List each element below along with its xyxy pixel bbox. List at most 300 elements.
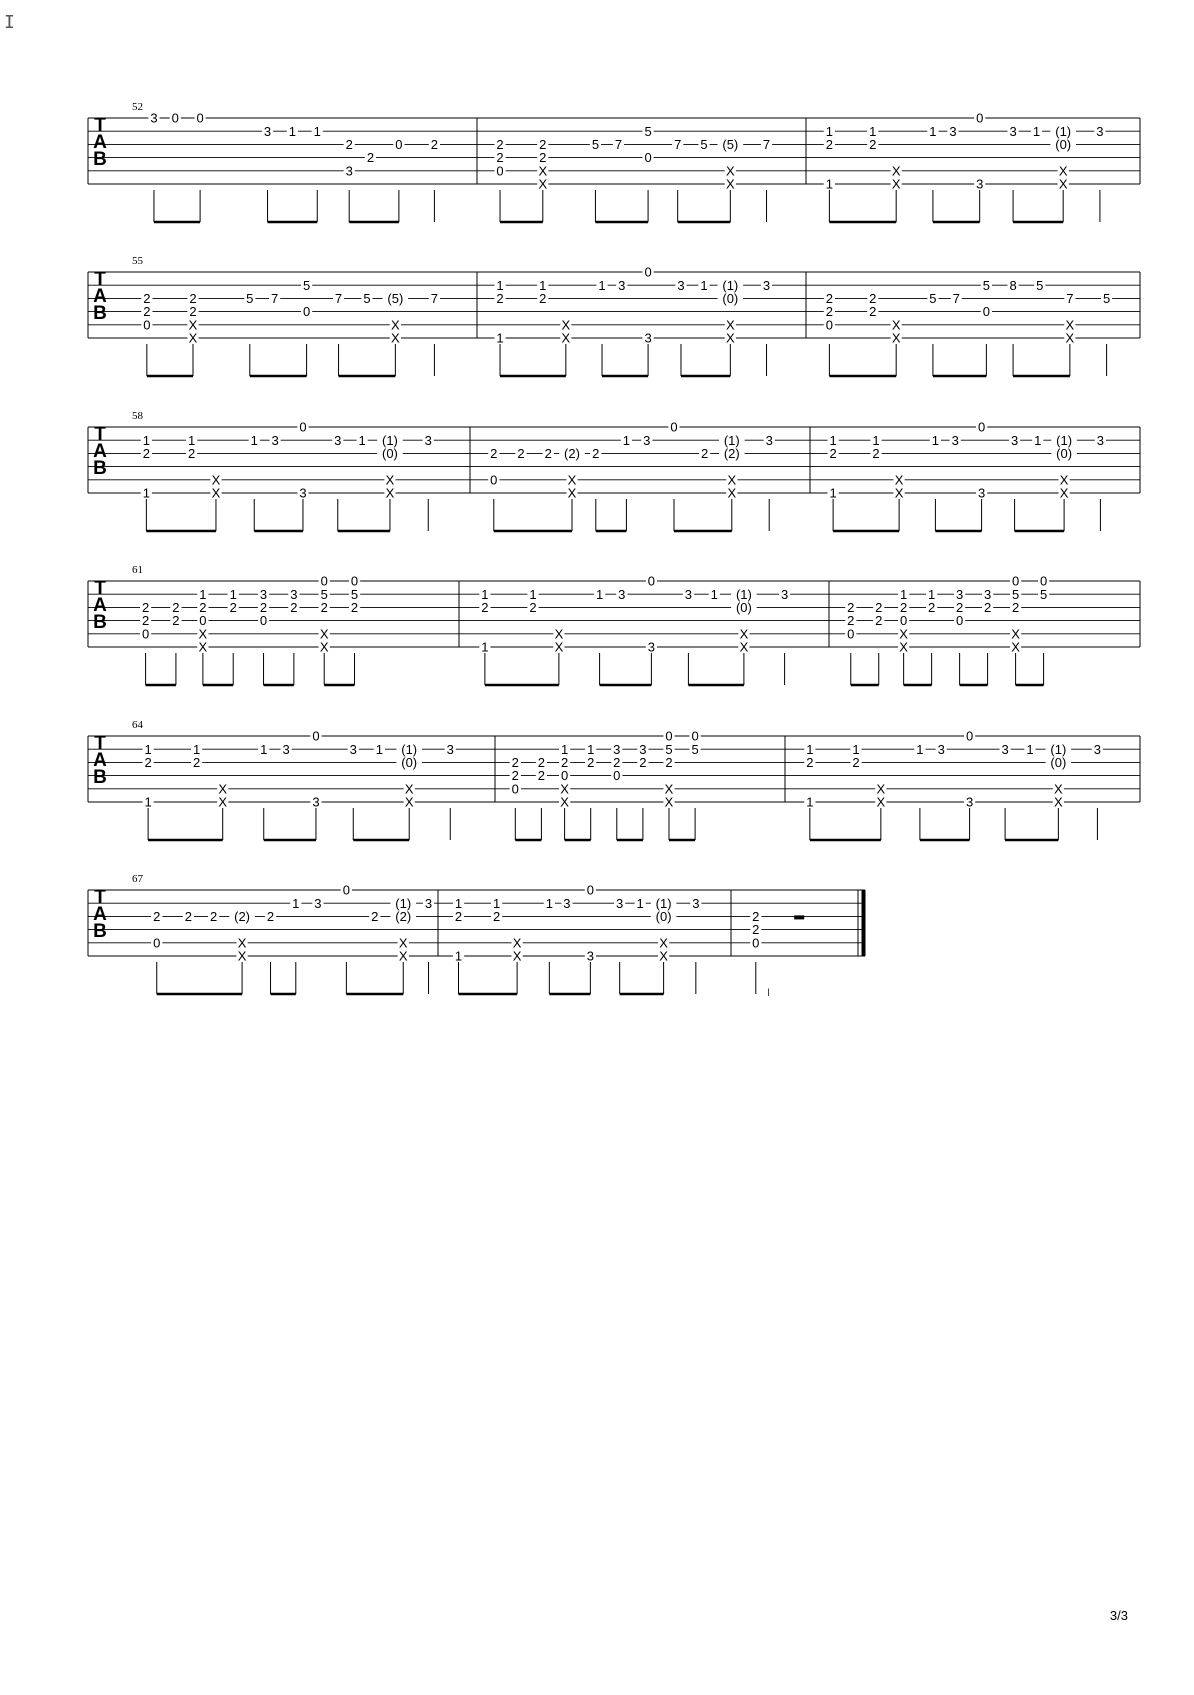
fret-number: 0 (586, 882, 594, 898)
measure-number: 55 (132, 255, 143, 267)
fret-number: 2 (875, 613, 883, 629)
fret-number: 0 (320, 573, 328, 589)
tab-system (88, 719, 1140, 840)
half-rest (794, 915, 804, 919)
fret-number: 5 (691, 741, 699, 757)
measure (845, 574, 1049, 685)
fret-number: 0 (976, 110, 984, 126)
fret-number: 1 (598, 277, 606, 293)
fret-number: 2 (199, 600, 207, 615)
fret-number: (0) (1050, 755, 1067, 770)
fret-number: 5 (1102, 291, 1111, 306)
tab-clef-letter: T (94, 424, 106, 445)
fret-number: 2 (872, 446, 880, 461)
fret-number: 2 (266, 909, 275, 924)
dead-note: X (891, 163, 901, 179)
page-number: 3/3 (1109, 1608, 1128, 1623)
fret-number: 3 (644, 330, 652, 346)
fret-number: 1 (806, 794, 814, 810)
tab-clef-letter: B (93, 149, 107, 170)
fret-number: 3 (334, 432, 342, 448)
fret-number: 2 (956, 600, 964, 615)
fret-number: 0 (342, 882, 350, 898)
fret-number: 3 (937, 741, 945, 757)
fret-number: 2 (430, 137, 439, 152)
fret-number: 2 (511, 768, 519, 784)
fret-number: 3 (949, 123, 957, 139)
fret-number: 2 (141, 600, 150, 615)
fret-number: 1 (825, 176, 833, 192)
dead-note: X (385, 472, 395, 488)
fret-number: 2 (172, 613, 180, 629)
fret-number: (0) (722, 291, 739, 306)
fret-number: 0 (490, 472, 498, 488)
dead-note: X (512, 948, 522, 964)
fret-number: (2) (234, 909, 251, 924)
dead-note: X (1059, 472, 1069, 488)
fret-number: 3 (613, 741, 621, 757)
fret-number: 2 (229, 600, 237, 615)
measure (141, 420, 434, 531)
fret-number: 1 (144, 794, 152, 810)
fret-number: 0 (350, 573, 359, 589)
tab-system (88, 410, 1140, 531)
fret-number: 1 (852, 741, 860, 757)
fret-number: 0 (825, 317, 833, 333)
dead-note: X (398, 948, 408, 964)
fret-number: 2 (928, 600, 936, 615)
dead-note: X (404, 794, 414, 810)
fret-number: (1) (655, 895, 672, 911)
fret-number: 0 (847, 626, 855, 642)
tab-clef-letter: B (93, 458, 107, 479)
fret-number: 1 (587, 741, 595, 757)
measure (453, 883, 702, 994)
fret-number: 2 (700, 446, 709, 461)
fret-number: 5 (1011, 586, 1020, 602)
fret-number: 3 (684, 586, 693, 602)
dead-note: X (899, 639, 908, 655)
dead-note: X (891, 176, 901, 192)
tab-clef-letter: T (94, 887, 106, 908)
dead-note: X (891, 330, 901, 346)
fret-number: 1 (806, 741, 814, 757)
fret-number: 2 (290, 600, 298, 615)
dead-note: X (561, 317, 571, 333)
fret-number: 3 (983, 586, 992, 602)
measure (494, 265, 772, 376)
fret-number: 3 (282, 741, 290, 757)
dead-note: X (554, 626, 564, 642)
tab-system (88, 255, 1140, 376)
measure (148, 111, 440, 222)
dead-note: X (1059, 485, 1069, 501)
fret-number: 3 (1096, 432, 1105, 448)
dead-note: X (876, 781, 886, 797)
fret-number: 7 (1066, 291, 1074, 306)
fret-number: 1 (375, 741, 383, 757)
fret-number: 2 (192, 755, 201, 770)
dead-note: X (725, 176, 735, 192)
fret-number: 2 (481, 600, 489, 615)
fret-number: (0) (401, 755, 418, 770)
dead-note: X (198, 639, 208, 655)
dead-note: X (218, 794, 228, 810)
fret-number: 2 (189, 291, 197, 306)
fret-number: 2 (320, 600, 328, 615)
dead-note: X (659, 935, 668, 951)
tab-clef-letter: T (94, 733, 106, 754)
measure-number: 64 (132, 719, 143, 731)
fret-number: 1 (192, 741, 201, 757)
fret-number: 2 (869, 137, 877, 152)
fret-number: 2 (560, 755, 569, 770)
fret-number: 3 (424, 895, 433, 911)
dead-note: X (727, 472, 737, 488)
dead-note: X (567, 485, 577, 501)
dead-note: X (391, 317, 400, 333)
fret-number: 2 (184, 909, 192, 924)
fret-number: 1 (928, 586, 936, 602)
fret-number: (2) (723, 446, 740, 461)
fret-number: 7 (762, 137, 771, 152)
tab-clef-letter: A (93, 286, 107, 307)
fret-number: 1 (292, 895, 300, 911)
fret-number: (0) (1055, 137, 1072, 152)
fret-number: 2 (983, 600, 992, 615)
fret-number: 0 (312, 728, 320, 744)
dead-note: X (1054, 781, 1063, 797)
dead-note: X (727, 485, 737, 501)
fret-number: (1) (382, 432, 398, 448)
fret-number: 5 (1036, 277, 1044, 293)
fret-number: 3 (1001, 741, 1009, 757)
fret-number: 5 (320, 586, 328, 602)
measure-number: 67 (132, 873, 143, 885)
fret-number: 2 (639, 755, 647, 770)
fret-number: 3 (762, 277, 771, 293)
fret-number: 2 (592, 446, 600, 461)
fret-number: 3 (976, 176, 984, 192)
fret-number: 2 (1011, 600, 1020, 615)
fret-number: 3 (618, 277, 626, 293)
fret-number: 7 (334, 291, 343, 306)
fret-number: 5 (1039, 586, 1048, 602)
tab-clef-letter: A (93, 595, 107, 616)
fret-number: 5 (246, 291, 254, 306)
fret-number: 3 (563, 895, 571, 911)
tab-clef-letter: A (93, 441, 107, 462)
fret-number: 1 (496, 330, 504, 346)
fret-number: 3 (956, 586, 964, 602)
fret-number: 0 (982, 304, 990, 320)
fret-number: 1 (454, 948, 463, 964)
fret-number: 1 (829, 432, 837, 448)
tab-system (88, 101, 1140, 222)
fret-number: 1 (539, 277, 547, 293)
fret-number: 2 (825, 304, 833, 320)
fret-number: 1 (250, 432, 258, 448)
fret-number: 2 (143, 304, 151, 320)
measure (828, 420, 1107, 531)
tab-clef-letter: B (93, 921, 107, 942)
measure (824, 278, 1112, 376)
tab-clef-letter: B (93, 303, 107, 324)
fret-number: 0 (141, 626, 150, 642)
fret-number: 3 (643, 432, 651, 448)
fret-number: 1 (636, 895, 644, 911)
fret-number: 0 (299, 419, 307, 435)
fret-number: 7 (614, 137, 623, 152)
fret-number: (0) (655, 909, 672, 924)
measure (750, 909, 804, 994)
fret-number: (1) (723, 432, 740, 448)
fret-number: 1 (545, 895, 553, 911)
dead-note: X (891, 317, 901, 333)
dead-note: X (567, 472, 577, 488)
fret-number: 5 (363, 291, 371, 306)
fret-number: 0 (665, 728, 673, 744)
dead-note: X (211, 485, 221, 501)
fret-number: 0 (965, 728, 974, 744)
fret-number: 1 (829, 485, 837, 501)
dead-note: X (237, 935, 247, 951)
fret-number: (2) (395, 909, 412, 924)
fret-number: 2 (825, 291, 833, 306)
fret-number: 3 (299, 485, 307, 501)
measure-number: 61 (132, 564, 143, 576)
dead-note: X (725, 317, 735, 333)
fret-number: 0 (1039, 573, 1048, 589)
fret-number: 2 (496, 291, 504, 306)
fret-number: 1 (595, 586, 604, 602)
fret-number: 5 (929, 291, 937, 306)
dead-note: X (876, 794, 886, 810)
dead-note: X (1054, 794, 1063, 810)
tab-system (88, 564, 1140, 685)
fret-number: 2 (539, 150, 547, 166)
fret-number: 1 (260, 741, 268, 757)
fret-number: 5 (350, 586, 359, 602)
fret-number: 3 (1009, 123, 1017, 139)
fret-number: 2 (189, 304, 197, 320)
fret-number: 2 (345, 137, 353, 152)
fret-number: 1 (700, 277, 708, 293)
fret-number: 2 (806, 755, 814, 770)
fret-number: 0 (900, 613, 908, 629)
fret-number: 1 (144, 741, 152, 757)
fret-number: 1 (454, 895, 463, 911)
dead-note: X (385, 485, 395, 501)
tab-clef-letter: T (94, 115, 106, 136)
fret-number: 1 (869, 123, 877, 139)
fret-number: 7 (430, 291, 439, 306)
tab-system (88, 873, 865, 994)
fret-number: 2 (259, 600, 268, 615)
fret-number: 3 (150, 110, 158, 126)
dead-note: X (560, 781, 569, 797)
measure (494, 124, 772, 222)
dead-note: X (237, 948, 247, 964)
fret-number: 3 (765, 432, 773, 448)
fret-number: 2 (539, 291, 547, 306)
tab-clef-letter: A (93, 904, 107, 925)
fret-number: 7 (271, 291, 279, 306)
fret-number: 1 (1026, 741, 1034, 757)
fret-number: 2 (752, 909, 760, 924)
fret-number: 2 (142, 446, 150, 461)
fret-number: 3 (271, 432, 279, 448)
fret-number: 0 (644, 150, 652, 166)
fret-number: 0 (560, 768, 569, 784)
fret-number: 1 (142, 485, 150, 501)
fret-number: 3 (263, 123, 272, 139)
dead-note: X (1065, 330, 1075, 346)
fret-number: 0 (977, 419, 986, 435)
fret-number: 0 (511, 781, 519, 797)
fret-number: 0 (153, 935, 161, 951)
fret-number: (2) (564, 446, 580, 461)
fret-number: (1) (1050, 741, 1067, 757)
dead-note: X (899, 626, 908, 642)
dead-note: X (218, 781, 228, 797)
dead-note: X (538, 176, 548, 192)
fret-number: 1 (199, 586, 207, 602)
dead-note: X (319, 626, 329, 642)
dead-note: X (398, 935, 408, 951)
fret-number: 2 (544, 446, 552, 461)
fret-number: 1 (481, 639, 489, 655)
fret-number: 3 (290, 586, 298, 602)
fret-number: 3 (692, 895, 700, 911)
fret-number: 2 (210, 909, 218, 924)
fret-number: 2 (613, 755, 621, 770)
fret-number: 0 (143, 317, 151, 333)
fret-number: (1) (722, 277, 739, 293)
fret-number: 1 (1032, 123, 1041, 139)
dead-note: X (739, 639, 749, 655)
fret-number: 0 (691, 728, 699, 744)
fret-number: 1 (496, 277, 504, 293)
fret-number: 2 (153, 909, 161, 924)
fret-number: 3 (677, 277, 685, 293)
fret-number: 1 (187, 432, 196, 448)
fret-number: 2 (587, 755, 595, 770)
stray-mark: I (767, 987, 771, 999)
fret-number: 2 (665, 755, 673, 770)
dead-note: X (664, 781, 674, 797)
fret-number: 2 (869, 304, 877, 320)
fret-number: 2 (144, 755, 152, 770)
fret-number: 1 (916, 741, 924, 757)
fret-number: 8 (1009, 277, 1017, 293)
fret-number: 2 (529, 600, 537, 615)
measure (824, 111, 1106, 222)
dead-note: X (1065, 317, 1075, 333)
dead-note: X (1058, 176, 1068, 192)
fret-number: 1 (481, 586, 489, 602)
measure (140, 574, 360, 685)
fret-number: 2 (496, 150, 504, 166)
dead-note: X (538, 163, 548, 179)
measure (804, 729, 1103, 840)
dead-note: X (560, 794, 569, 810)
fret-number: 3 (965, 794, 974, 810)
fret-number: 2 (490, 446, 498, 461)
fret-number: 7 (674, 137, 682, 152)
fret-number: 0 (302, 304, 311, 320)
fret-number: 2 (847, 600, 855, 615)
fret-number: 5 (665, 741, 673, 757)
fret-number: 1 (288, 123, 297, 139)
fret-number: 1 (529, 586, 537, 602)
fret-number: 3 (639, 741, 647, 757)
fret-number: 1 (929, 123, 937, 139)
fret-number: 5 (982, 277, 990, 293)
fret-number: 2 (875, 600, 883, 615)
fret-number: 3 (314, 895, 322, 911)
fret-number: 1 (825, 123, 833, 139)
fret-number: 0 (670, 419, 678, 435)
tab-clef-letter: T (94, 269, 106, 290)
fret-number: (1) (1055, 123, 1072, 139)
tab-clef-letter: B (93, 767, 107, 788)
tab-clef-letter: A (93, 750, 107, 771)
measure (151, 883, 434, 994)
fret-number: 5 (644, 123, 652, 139)
dead-note: X (211, 472, 221, 488)
dead-note: X (1058, 163, 1068, 179)
fret-number: 2 (847, 613, 855, 629)
fret-number: 0 (496, 163, 504, 179)
fret-number: (1) (395, 895, 412, 911)
measure (141, 278, 440, 376)
fret-number: 3 (345, 163, 353, 179)
fret-number: 0 (196, 110, 204, 126)
fret-number: 2 (517, 446, 525, 461)
fret-number: 0 (647, 573, 656, 589)
tab-clef-letter: T (94, 578, 106, 599)
fret-number: 2 (187, 446, 196, 461)
fret-number: 7 (952, 291, 960, 306)
measure (510, 729, 701, 840)
dead-note: X (561, 330, 571, 346)
fret-number: (0) (382, 446, 398, 461)
measure (488, 420, 775, 531)
dead-note: X (404, 781, 414, 797)
fret-number: 2 (869, 291, 877, 306)
dead-note: X (894, 472, 904, 488)
dead-note: X (739, 626, 749, 642)
fret-number: 3 (618, 586, 626, 602)
fret-number: (1) (401, 741, 418, 757)
fret-number: 2 (496, 137, 504, 152)
fret-number: 1 (229, 586, 237, 602)
fret-number: (0) (735, 600, 752, 615)
fret-number: 2 (454, 909, 463, 924)
fret-number: 2 (350, 600, 359, 615)
dead-note: X (659, 948, 668, 964)
dead-note: X (664, 794, 674, 810)
fret-number: 1 (710, 586, 718, 602)
fret-number: (0) (1056, 446, 1073, 461)
fret-number: 3 (446, 741, 454, 757)
dead-note: X (725, 163, 735, 179)
fret-number: 3 (586, 948, 594, 964)
fret-number: 5 (302, 277, 311, 293)
measure-number: 58 (132, 410, 143, 422)
fret-number: (5) (387, 291, 404, 306)
